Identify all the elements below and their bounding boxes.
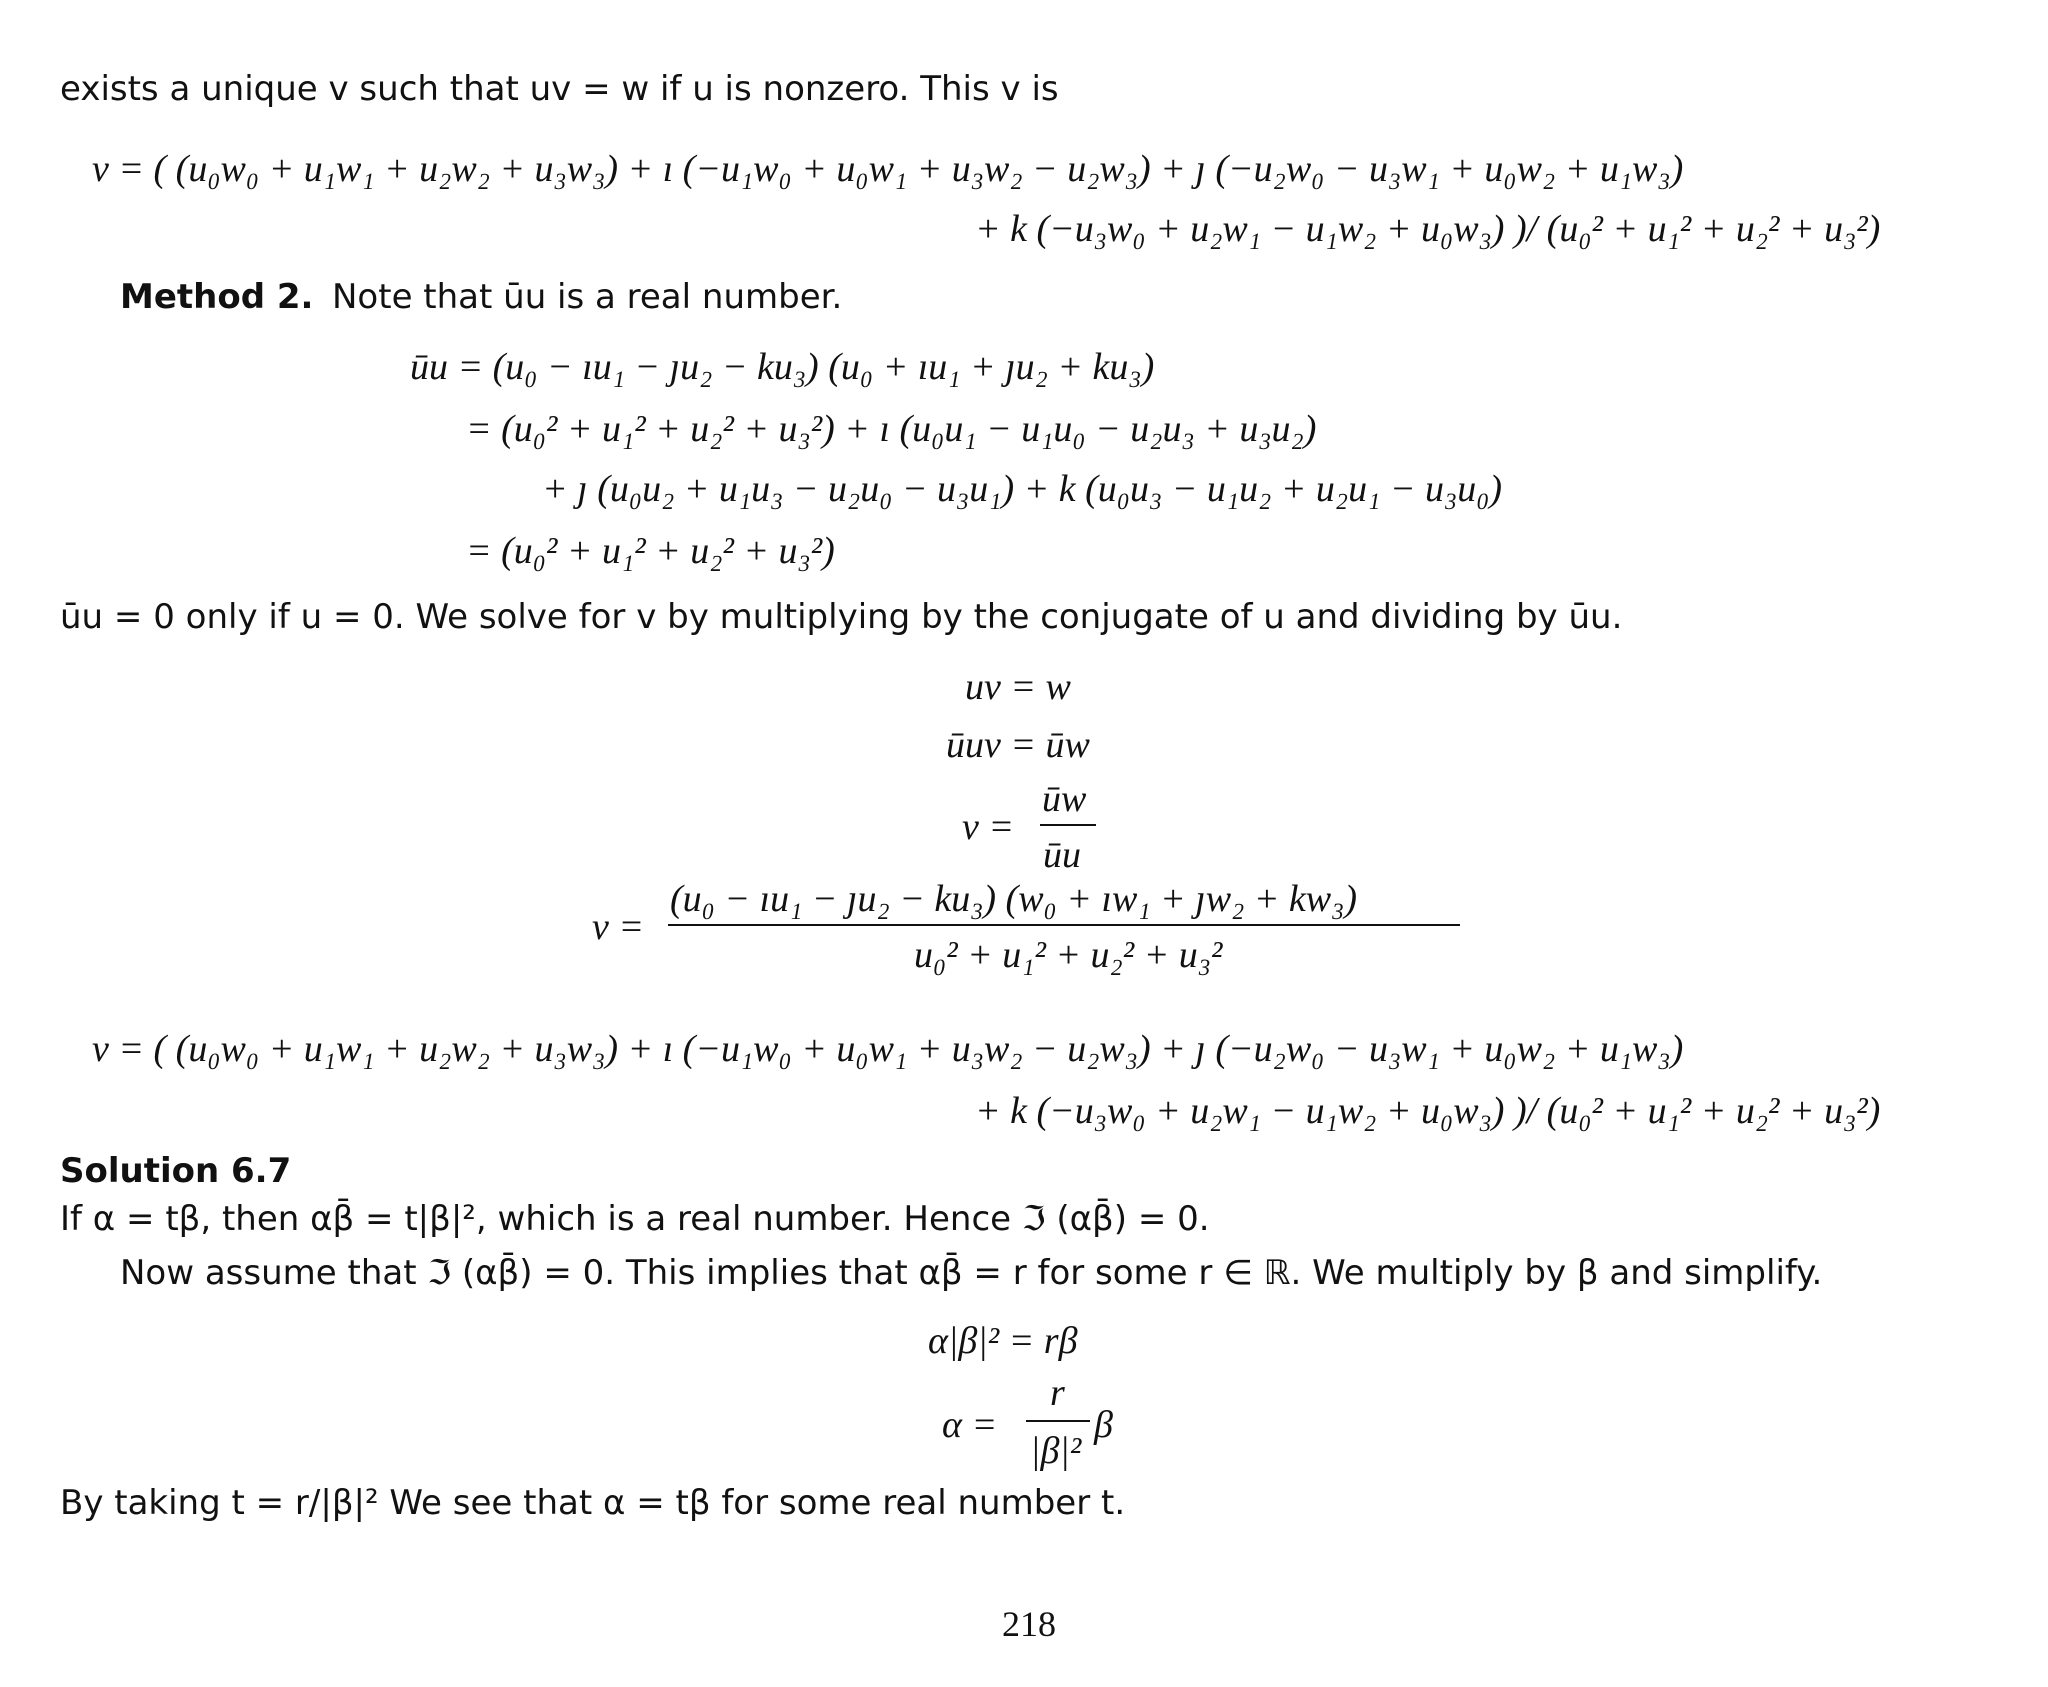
page-number: 218 [1002, 1604, 1056, 1644]
v-formula-1-line-2: + k (−u₃w₀ + u₂w₁ − u₁w₂ + u₀w₃) )/ (u₀² + u₁² + u₂² + u₃²) [975, 208, 1881, 250]
equation-v-expanded-lhs: v = [592, 906, 645, 948]
equation-alpha-beta: α|β|² = rβ [928, 1320, 1078, 1362]
intro-text: exists a unique v such that uv = w if u is nonzero. This v is [60, 69, 1059, 109]
equation-ubar-uv: ūuv = ūw [946, 724, 1090, 766]
equation-v-fraction-lhs: v = [962, 806, 1015, 848]
fraction-numerator: ūw [1042, 778, 1087, 820]
solve-text: ūu = 0 only if u = 0. We solve for v by multiplying by the conjugate of u and dividing by ūu. [60, 597, 1623, 637]
solution-line-1: If α = tβ, then αβ̄ = t|β|², which is a real number. Hence ℑ (αβ̄) = 0. [60, 1199, 1210, 1239]
equation-alpha-lhs: α = [942, 1404, 998, 1446]
alpha-fraction-numerator: r [1050, 1372, 1065, 1414]
equation-uv-w: uv = w [965, 666, 1071, 708]
v-formula-1-line-1: v = ( (u₀w₀ + u₁w₁ + u₂w₂ + u₃w₃) + ı (−u₁w₀ + u₀w₁ + u₃w₂ − u₂w₃) + ȷ (−u₂w₀ − u₃w₁ + u₀w₂ + u₁w₃) [92, 148, 1684, 190]
fraction-bar [1040, 824, 1096, 826]
fraction-denominator: ūu [1043, 834, 1081, 876]
equation-ubar-u-1: ūu = (u₀ − ıu₁ − ȷu₂ − ku₃) (u₀ + ıu₁ + ȷu₂ + ku₃) [410, 346, 1155, 388]
solution-heading: Solution 6.7 [60, 1151, 292, 1191]
v-formula-2-line-2: + k (−u₃w₀ + u₂w₁ − u₁w₂ + u₀w₃) )/ (u₀² + u₁² + u₂² + u₃²) [975, 1090, 1881, 1132]
expanded-numerator: (u₀ − ıu₁ − ȷu₂ − ku₃) (w₀ + ıw₁ + ȷw₂ + kw₃) [670, 878, 1358, 920]
expanded-fraction-bar [668, 924, 1460, 926]
expanded-denominator: u₀² + u₁² + u₂² + u₃² [914, 934, 1223, 976]
solution-line-2: Now assume that ℑ (αβ̄) = 0. This implies that αβ̄ = r for some r ∈ ℝ. We multiply by β and simplify. [120, 1253, 1823, 1293]
alpha-fraction-denominator: |β|² [1030, 1430, 1082, 1472]
alpha-fraction-bar [1026, 1420, 1090, 1422]
v-formula-2-line-1: v = ( (u₀w₀ + u₁w₁ + u₂w₂ + u₃w₃) + ı (−u₁w₀ + u₀w₁ + u₃w₂ − u₂w₃) + ȷ (−u₂w₀ − u₃w₁ + u₀w₂ + u₁w₃) [92, 1028, 1684, 1070]
equation-ubar-u-3: + ȷ (u₀u₂ + u₁u₃ − u₂u₀ − u₃u₁) + k (u₀u₃ − u₁u₂ + u₂u₁ − u₃u₀) [542, 468, 1503, 510]
alpha-fraction-tail: β [1094, 1404, 1113, 1446]
equation-ubar-u-2: = (u₀² + u₁² + u₂² + u₃²) + ı (u₀u₁ − u₁u₀ − u₂u₃ + u₃u₂) [466, 408, 1317, 450]
method-label: Method 2. [120, 277, 314, 317]
equation-ubar-u-4: = (u₀² + u₁² + u₂² + u₃²) [466, 530, 835, 572]
method-text: Note that ūu is a real number. [332, 277, 843, 317]
final-line: By taking t = r/|β|² We see that α = tβ for some real number t. [60, 1483, 1126, 1523]
